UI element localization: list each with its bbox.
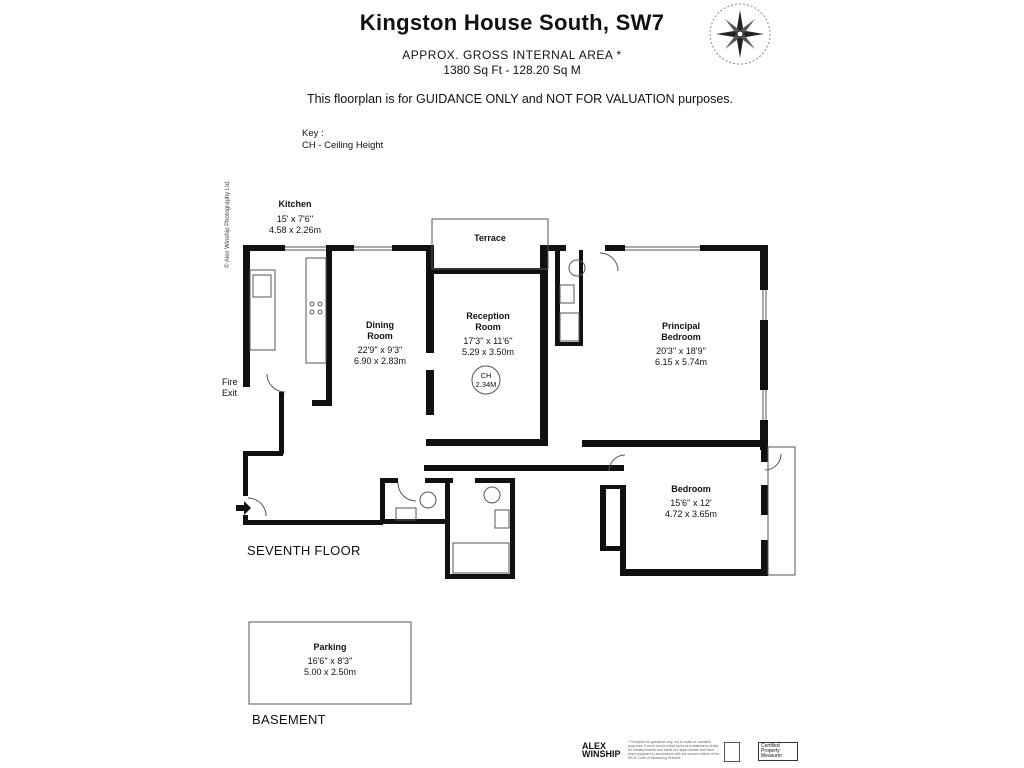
room-bedroom bbox=[646, 484, 736, 520]
room-terrace bbox=[450, 233, 530, 244]
badge-icon bbox=[724, 742, 740, 762]
parking-metric: 5.00 x 2.50m bbox=[303, 667, 357, 677]
principal-name2: Bedroom bbox=[661, 332, 701, 342]
entrance-arrow-icon bbox=[236, 501, 251, 515]
area-label: APPROX. GROSS INTERNAL AREA * bbox=[402, 48, 622, 62]
rics-certified-badge bbox=[758, 742, 798, 761]
room-reception bbox=[446, 311, 530, 358]
reception-name1: Reception bbox=[466, 311, 510, 321]
ceiling-height-label bbox=[466, 371, 506, 389]
alex-winship-logo bbox=[582, 742, 621, 758]
rics-line3: Measurer bbox=[761, 753, 783, 759]
guidance-notice: This floorplan is for GUIDANCE ONLY and NOT FOR VALUATION purposes. bbox=[306, 92, 734, 106]
dining-name2: Room bbox=[367, 331, 393, 341]
reception-name2: Room bbox=[475, 322, 501, 332]
principal-imperial: 20'3'' x 18'9'' bbox=[656, 346, 706, 356]
room-parking bbox=[285, 642, 375, 678]
reception-metric: 5.29 x 3.50m bbox=[461, 347, 515, 357]
bedroom-metric: 4.72 x 3.65m bbox=[664, 509, 718, 519]
basement-label: BASEMENT bbox=[252, 712, 326, 727]
kitchen-name: Kitchen bbox=[278, 199, 312, 209]
fire-exit-label bbox=[222, 377, 252, 399]
ch-value: 2.34M bbox=[475, 380, 497, 389]
bedroom-name: Bedroom bbox=[671, 484, 711, 494]
rics-line1: Certified bbox=[761, 743, 780, 749]
ch-label: CH bbox=[480, 371, 492, 380]
principal-metric: 6.15 x 5.74m bbox=[654, 357, 708, 367]
terrace-name: Terrace bbox=[474, 233, 506, 243]
logo-line1: ALEX bbox=[582, 741, 607, 751]
plan-title: Kingston House South, SW7 bbox=[359, 10, 665, 35]
area-value: 1380 Sq Ft - 128.20 Sq M bbox=[443, 63, 581, 77]
reception-imperial: 17'3'' x 11'6'' bbox=[463, 336, 513, 346]
bedroom-imperial: 15'6'' x 12' bbox=[670, 498, 712, 508]
exit-text: Exit bbox=[222, 388, 238, 398]
compass-icon bbox=[710, 4, 770, 64]
rics-line2: Property bbox=[761, 748, 780, 754]
parking-name: Parking bbox=[313, 642, 347, 652]
seventh-floor-label: SEVENTH FLOOR bbox=[247, 543, 361, 558]
logo-line2: WINSHIP bbox=[582, 749, 621, 759]
principal-name1: Principal bbox=[661, 321, 700, 331]
kitchen-metric: 4.58 x 2.26m bbox=[268, 225, 322, 235]
room-dining bbox=[340, 320, 420, 367]
kitchen-imperial: 15' x 7'6'' bbox=[276, 214, 314, 224]
parking-imperial: 16'6'' x 8'3'' bbox=[307, 656, 353, 666]
key-title: Key : bbox=[302, 128, 324, 139]
walls bbox=[243, 245, 768, 579]
dining-metric: 6.90 x 2.83m bbox=[353, 356, 407, 366]
fire-text: Fire bbox=[222, 377, 238, 387]
dining-name1: Dining bbox=[366, 320, 394, 330]
room-kitchen bbox=[250, 199, 340, 236]
key-item: CH - Ceiling Height bbox=[302, 140, 384, 151]
copyright-text: © Alex Winship Photography Ltd. bbox=[225, 180, 231, 268]
disclaimer-smallprint: * Floorplan for guidance only, not to scale or valuation purposes. It must not be relied upon as a statement of fact. All measurements and areas are approximate and have been prepared in accordance with the current edition of the RICS Code of Measuring Practice. bbox=[628, 740, 720, 760]
dining-imperial: 22'9'' x 9'3'' bbox=[357, 345, 403, 355]
room-principal-bedroom bbox=[636, 321, 726, 368]
